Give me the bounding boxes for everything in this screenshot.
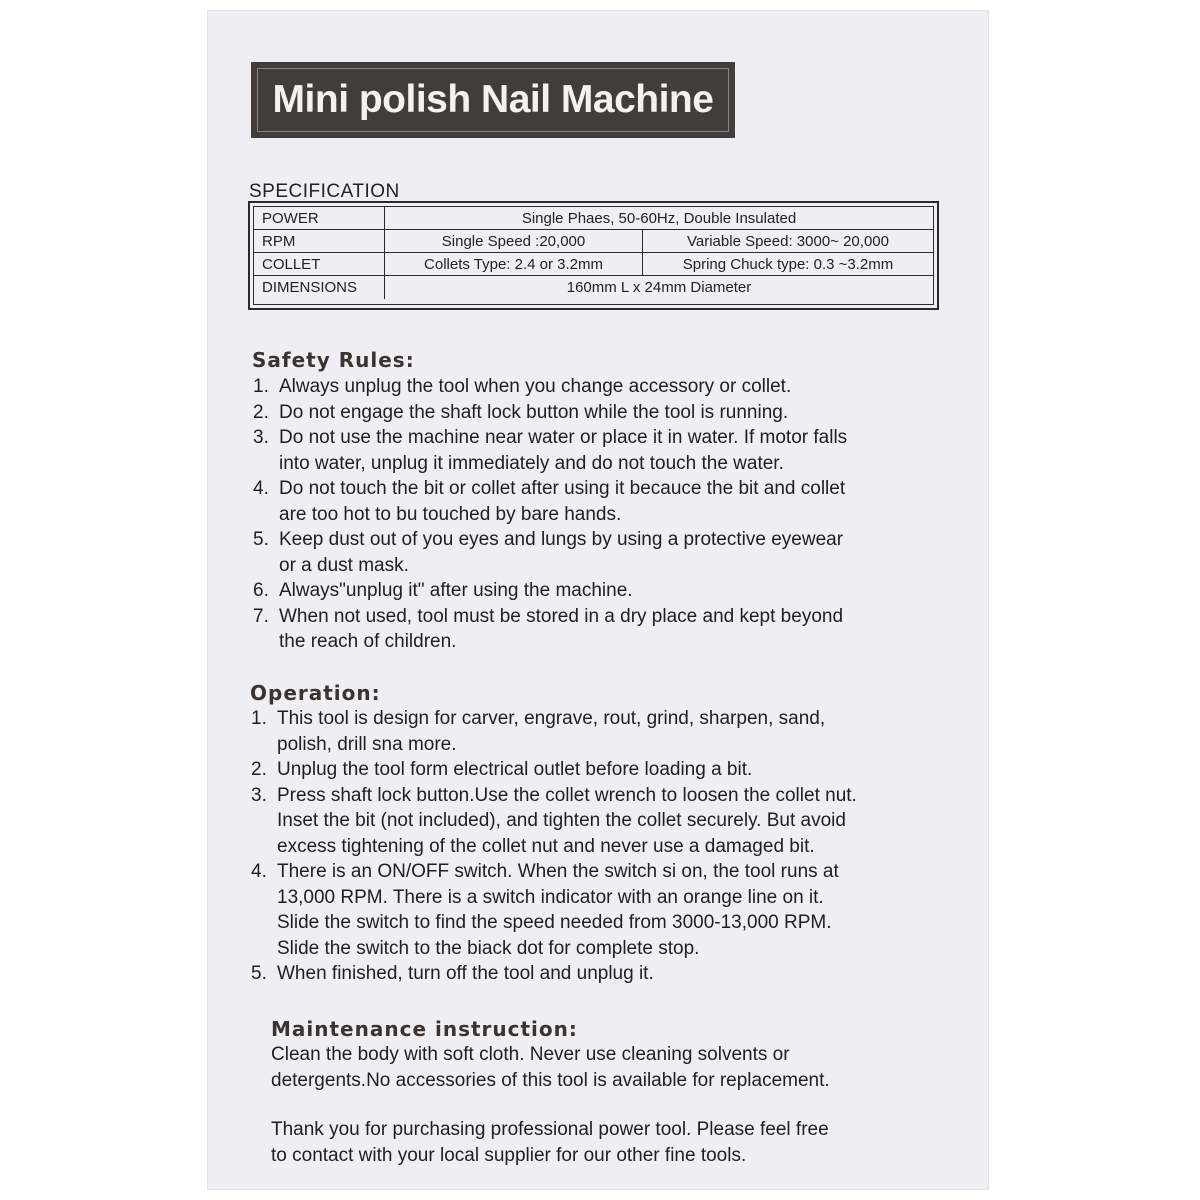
operation-step-item [251,783,857,860]
maintenance-heading: Maintenance instruction: [271,1017,578,1041]
spec-label: POWER [262,210,319,227]
safety-rules-list [253,374,847,655]
spec-row-rpm [254,230,933,253]
operation-step-item-line: Press shaft lock button.Use the collet wrench to loosen the collet nut. [277,784,857,806]
operation-step-item [251,961,857,987]
spec-value-right: Spring Chuck type: 0.3 ~3.2mm [682,256,894,273]
closing-text [271,1117,829,1168]
operation-step-item-number: 2. [251,759,267,780]
safety-rule-item [253,425,847,476]
safety-rule-item-number: 5. [253,529,269,550]
maintenance-text-line: detergents.No accessories of this tool is available for replacement. [271,1069,830,1091]
operation-step-item-number: 3. [251,784,267,806]
manual-content [207,10,989,1190]
title-banner [251,62,735,138]
operation-step-item-number: 5. [251,963,267,984]
page-title: Mini polish Nail Machine [272,78,714,121]
safety-rule-item-line: Do not use the machine near water or place it in water. If motor falls [279,427,848,448]
spec-row-dimensions [254,276,933,299]
safety-rule-item-line: are too hot to bu touched by bare hands. [279,503,622,525]
specification-table-inner [253,206,934,305]
safety-rule-item [253,527,847,578]
operation-step-item-line: There is an ON/OFF switch. When the switch si on, the tool runs at [277,861,839,882]
operation-step-item [251,859,857,961]
safety-rule-item-line: Do not touch the bit or collet after using it becauce the bit and collet [279,478,846,499]
spec-row-collet [254,253,933,276]
operation-step-item-line: Slide the switch to find the speed needed from 3000-13,000 RPM. [277,912,832,933]
closing-text-line: Thank you for purchasing professional power tool. Please feel free [271,1119,829,1140]
safety-rule-item [253,374,847,400]
closing-text-line: to contact with your local supplier for our other fine tools. [271,1144,747,1166]
safety-rule-item-number: 3. [253,427,269,448]
operation-step-item-line: Slide the switch to the biack dot for complete stop. [277,937,700,959]
spec-label: RPM [262,233,296,250]
safety-rule-item-number: 6. [253,580,269,601]
safety-rule-item-number: 2. [253,401,269,423]
operation-step-item-line: excess tightening of the collet nut and never use a damaged bit. [277,835,815,857]
safety-rule-item-line: or a dust mask. [279,554,409,576]
maintenance-text-line: Clean the body with soft cloth. Never use cleaning solvents or [271,1044,790,1065]
spec-value: Single Phaes, 50-60Hz, Double Insulated [521,210,797,227]
specification-heading: SPECIFICATION [249,181,400,202]
operation-step-item [251,706,857,757]
spec-row-power [254,207,933,230]
safety-rule-item-line: into water, unplug it immediately and do not touch the water. [279,452,784,474]
safety-rule-item-number: 7. [253,605,269,627]
safety-rule-item-line: Always"unplug it" after using the machine. [279,580,633,601]
safety-rule-item-line: Keep dust out of you eyes and lungs by using a protective eyewear [279,529,844,550]
title-banner-inner [257,68,729,132]
spec-value-left: Collets Type: 2.4 or 3.2mm [424,256,603,273]
safety-rule-item [253,578,847,604]
operation-list [251,706,857,987]
safety-rule-item [253,476,847,527]
safety-rule-item-line: the reach of children. [279,631,457,652]
operation-heading: Operation: [250,681,381,705]
maintenance-text [271,1042,830,1093]
safety-rule-item-number: 1. [253,376,269,397]
spec-label: COLLET [262,256,321,273]
spec-value-left: Single Speed :20,000 [441,233,586,250]
operation-step-item-number: 1. [251,708,267,729]
spec-value: 160mm L x 24mm Diameter [566,279,752,296]
spec-label: DIMENSIONS [262,279,358,296]
operation-step-item-line: When finished, turn off the tool and unplug it. [277,963,654,984]
operation-step-item-number: 4. [251,861,267,882]
safety-rule-item-line: When not used, tool must be stored in a dry place and kept beyond [279,605,844,627]
safety-rules-heading: Safety Rules: [252,348,415,372]
operation-step-item-line: Unplug the tool form electrical outlet before loading a bit. [277,759,753,780]
operation-step-item-line: Inset the bit (not included), and tighten the collet securely. But avoid [277,810,846,831]
manual-sheet [207,10,989,1190]
safety-rule-item [253,400,847,426]
safety-rule-item-line: Always unplug the tool when you change accessory or collet. [279,376,792,397]
operation-step-item-line: 13,000 RPM. There is a switch indicator with an orange line on it. [277,886,824,908]
operation-step-item [251,757,857,783]
specification-table [248,201,939,310]
operation-step-item-line: This tool is design for carver, engrave, rout, grind, sharpen, sand, [277,708,826,729]
safety-rule-item-number: 4. [253,478,269,499]
spec-value-right: Variable Speed: 3000~ 20,000 [687,233,889,250]
operation-step-item-line: polish, drill sna more. [277,733,457,755]
safety-rule-item-line: Do not engage the shaft lock button while the tool is running. [279,401,789,423]
safety-rule-item [253,604,847,655]
